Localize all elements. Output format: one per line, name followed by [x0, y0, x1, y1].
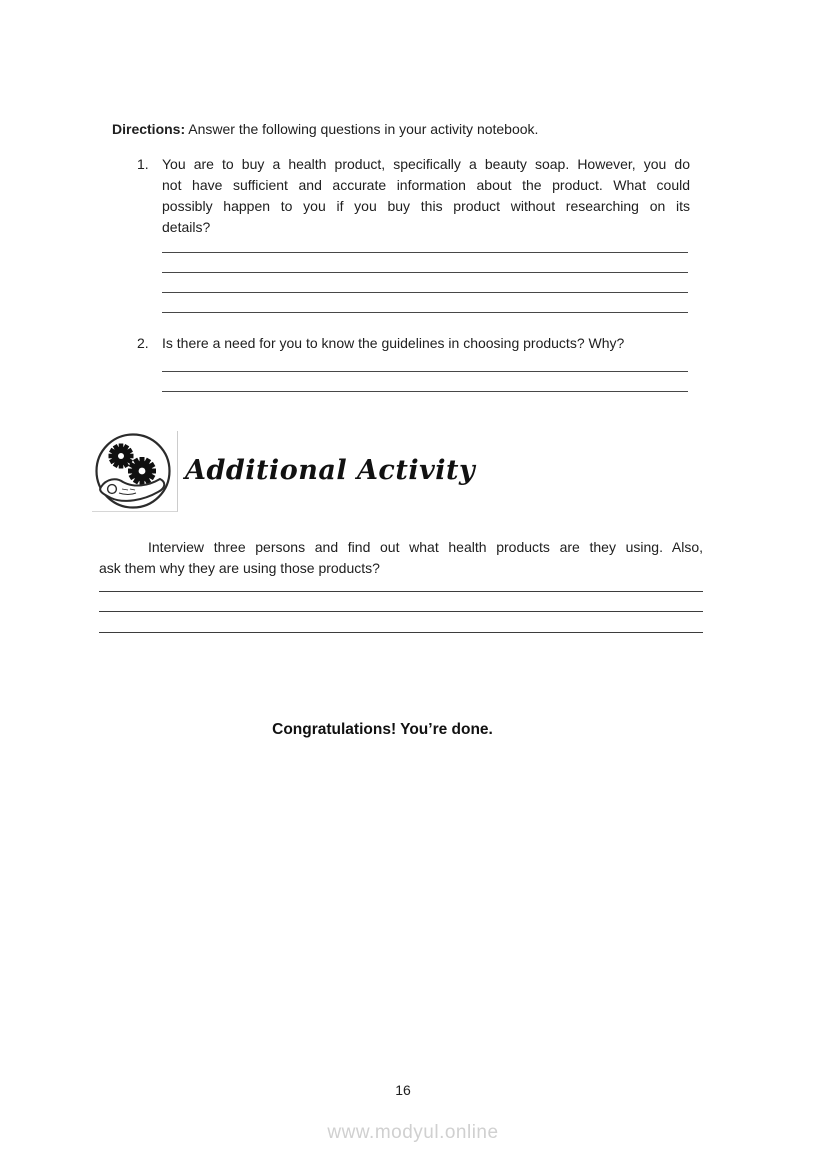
blank-answer-line: [99, 571, 703, 592]
blank-answer-line: [99, 612, 703, 633]
text-line: You are to buy a health product, specifically a beauty soap. However, you do: [162, 156, 690, 172]
question-text: [162, 333, 690, 354]
question-2: [137, 333, 690, 354]
question-2-answer-lines: [162, 352, 688, 392]
text-line: Interview three persons and find out what health products are they using. Also,: [148, 539, 703, 555]
blank-answer-line: [162, 372, 688, 392]
text-line: possibly happen to you if you buy this product without researching on its: [162, 198, 690, 214]
blank-answer-line: [99, 592, 703, 613]
activity-answer-lines: [99, 571, 703, 633]
question-1-answer-lines: [162, 233, 688, 313]
question-number: 2.: [137, 335, 149, 351]
watermark: www.modyul.online: [327, 1122, 499, 1143]
blank-answer-line: [162, 253, 688, 273]
text-line: details?: [162, 219, 211, 235]
gears-in-hand-icon: [92, 431, 178, 512]
closing-message: Congratulations! You’re done.: [272, 721, 493, 738]
directions-text: Answer the following questions in your activity notebook.: [185, 121, 539, 137]
section-title: Additional Activity: [185, 455, 476, 486]
text-line: not have sufficient and accurate information about the product. What could: [162, 177, 690, 193]
blank-answer-line: [162, 273, 688, 293]
question-text: [162, 154, 690, 238]
directions-label: Directions:: [112, 121, 186, 137]
text-line: ask them why they are using those products?: [99, 560, 380, 576]
blank-answer-line: [162, 233, 688, 253]
question-1: [137, 154, 690, 238]
blank-answer-line: [162, 293, 688, 313]
blank-answer-line: [162, 352, 688, 372]
page-number: 16: [395, 1082, 411, 1098]
text-line: Is there a need for you to know the guidelines in choosing products? Why?: [162, 335, 625, 351]
question-number: 1.: [137, 156, 149, 172]
directions: [112, 120, 712, 139]
